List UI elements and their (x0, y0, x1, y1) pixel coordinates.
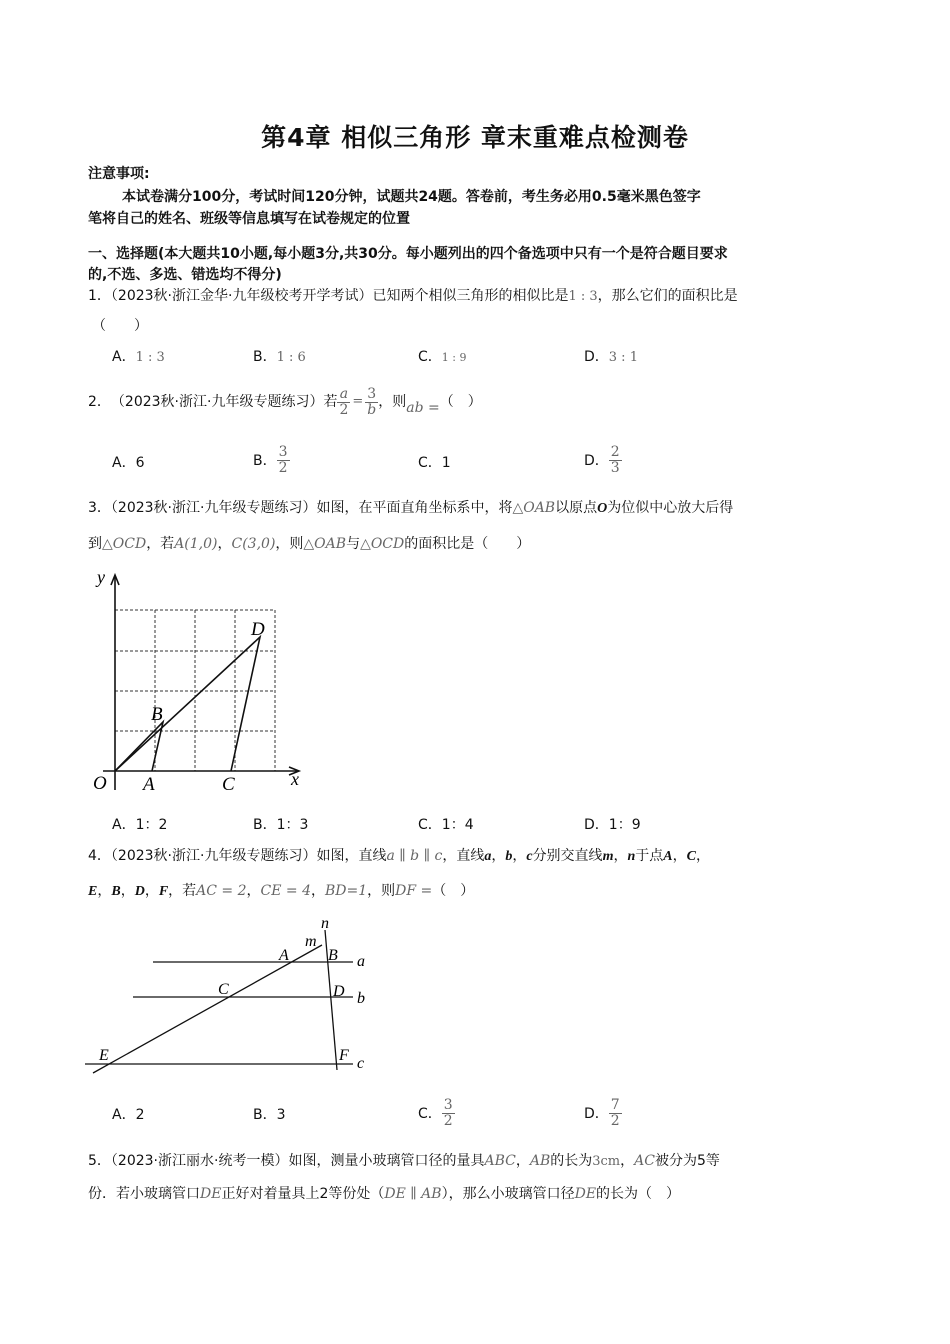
option-b[interactable] (253, 814, 308, 834)
option-label: B． (253, 1107, 277, 1123)
option-value: 6 (135, 455, 145, 471)
point-label: O (597, 501, 608, 516)
option-label: C． (418, 349, 442, 365)
option-label: B． (253, 349, 277, 365)
question-text: ，则 (275, 536, 304, 552)
question-4-line-1: 4．（2023秋·浙江·九年级专题练习）如图，直线a ∥ b ∥ c，直线a，b，c分别交直线m，n于点A，C， (88, 848, 710, 864)
axis-label-y: y (97, 567, 105, 587)
option-label: A． (112, 817, 136, 833)
question-text: 若 (182, 883, 197, 899)
question-text: 与 (346, 536, 361, 552)
line-label: b (505, 849, 513, 864)
label-math: AC (634, 1153, 655, 1169)
question-text: ，那么它们的面积比是 (597, 288, 738, 304)
point-label: A (663, 849, 673, 864)
option-label: A． (112, 1107, 136, 1123)
notice-heading: 注意事项: (88, 166, 150, 182)
option-label: B． (253, 817, 277, 833)
label-c: c (357, 1055, 365, 1072)
equation-math: AC = 2 (196, 883, 247, 899)
fraction (609, 1098, 622, 1129)
option-label: D． (584, 453, 609, 469)
question-text: ，若 (146, 536, 175, 552)
equation-math: DF = (395, 883, 433, 899)
question-text: 的长为（ ） (596, 1186, 681, 1202)
option-value: 1 : 3 (135, 350, 165, 365)
option-b[interactable] (253, 346, 306, 366)
label-math: ABC (484, 1153, 516, 1169)
option-label: D． (584, 349, 609, 365)
question-text: ），那么小玻璃管口径 (441, 1186, 575, 1202)
notice-line-2: 笔将自己的姓名、班级等信息填写在试卷规定的位置 (88, 211, 410, 227)
point-c-label: C (222, 774, 235, 795)
expression-math: ab = (406, 400, 440, 416)
option-d[interactable] (584, 814, 641, 834)
triangle-math: △OCD (102, 536, 147, 552)
option-a[interactable] (112, 346, 165, 366)
point-b-label: B (328, 947, 338, 964)
question-5-line-2 (88, 1183, 680, 1205)
question-text: ，则 (367, 883, 396, 899)
question-text: 分别交直线 (532, 848, 603, 864)
question-text: 如图，在平面直角坐标系中，将 (316, 500, 513, 516)
option-d[interactable] (584, 438, 622, 482)
label-m: m (305, 933, 317, 950)
question-text: 份．若小玻璃管口 (88, 1186, 200, 1202)
point-b-label: B (151, 704, 163, 725)
question-text: 以原点 (555, 500, 598, 516)
point-c-label: C (218, 981, 229, 998)
point-label: D (134, 884, 145, 899)
point-a-label: A (279, 947, 289, 964)
axis-label-x: x (291, 769, 299, 789)
fraction (277, 445, 290, 476)
point-f-label: F (339, 1047, 349, 1064)
question-3-line-2 (88, 533, 530, 555)
question-2 (88, 378, 482, 426)
label-math: AB (529, 1153, 551, 1169)
question-4-line-2: E，B，D，F，若AC = 2，CE = 4，BD=1，则DF =（ ） (88, 883, 475, 899)
option-c[interactable] (418, 814, 474, 834)
question-text: ， (515, 1153, 530, 1169)
denominator: b (367, 401, 377, 418)
point-e-label: E (99, 1047, 109, 1064)
parallel-math: DE ∥ AB (384, 1186, 442, 1202)
triangle-ocd (115, 637, 260, 771)
length-math: 3cm (592, 1154, 621, 1169)
question-text: ，则 (378, 394, 407, 410)
option-label: D． (584, 1106, 609, 1122)
question-number: 3． (88, 500, 111, 516)
option-value: 1：2 (135, 817, 168, 833)
option-label: C． (418, 455, 442, 471)
question-source: （2023秋·浙江金华·九年级校考开学考试） (110, 288, 373, 304)
option-value: 1：4 (441, 817, 474, 833)
numerator: a (337, 387, 350, 403)
fraction (337, 387, 350, 418)
label-b: b (357, 990, 365, 1007)
line-m (93, 945, 322, 1073)
line-label: n (627, 849, 636, 864)
line-label: m (602, 849, 614, 864)
point-label: B (111, 884, 121, 899)
option-value: 1 : 6 (276, 350, 306, 365)
option-label: D． (584, 817, 609, 833)
point-a-label: A (143, 774, 155, 795)
question-source: （2023秋·浙江·九年级专题练习） (110, 848, 317, 864)
section-heading-line-2: 的,不选、多选、错选均不得分) (88, 267, 282, 283)
fraction (609, 445, 622, 476)
point-d-label: D (251, 619, 265, 640)
option-b[interactable] (253, 438, 290, 482)
question-text: 正好对着量具上2等份处（ (221, 1186, 385, 1202)
point-o-label: O (93, 773, 107, 794)
line-label: c (526, 849, 533, 864)
point-label: E (88, 884, 98, 899)
answer-paren: （ ） (432, 883, 475, 899)
option-value: 3 (276, 1107, 286, 1123)
option-value: 3 : 1 (608, 350, 638, 365)
option-value: 1：9 (608, 817, 641, 833)
notice-line-1: 本试卷满分100分，考试时间120分钟，试题共24题。答卷前，考生务必用0.5毫米黑色签字 (122, 189, 701, 205)
option-label: B． (253, 453, 277, 469)
option-label: C． (418, 1106, 442, 1122)
denominator: 2 (339, 401, 349, 418)
denominator: 2 (610, 1112, 620, 1129)
equation-math: BD=1 (325, 883, 368, 899)
label-n: n (321, 915, 329, 932)
point-label: C (686, 849, 696, 864)
question-source: （2023秋·浙江·九年级专题练习） (110, 394, 324, 410)
equation-math: CE = 4 (260, 883, 312, 899)
label-math: DE (574, 1186, 597, 1202)
page-title: 第4章 相似三角形 章末重难点检测卷 (261, 123, 689, 152)
section-heading-line-1: 一、选择题(本大题共10小题,每小题3分,共30分。每小题列出的四个备选项中只有一个是符合题目要求 (88, 246, 728, 262)
parallel-lines-figure (85, 912, 385, 1082)
question-source: （2023秋·浙江·九年级专题练习） (110, 500, 317, 516)
numerator: 3 (278, 443, 288, 460)
option-label: A． (112, 349, 136, 365)
fraction (365, 387, 378, 418)
answer-paren: （ ） (92, 318, 148, 334)
question-number: 5． (88, 1153, 111, 1169)
option-value: 1：3 (276, 817, 309, 833)
numerator: 3 (365, 387, 378, 403)
question-3-line-1 (88, 497, 733, 520)
triangle-math: △OAB (303, 536, 347, 552)
fraction (442, 1098, 455, 1129)
point-label: F (158, 884, 169, 899)
question-text: ， (217, 536, 232, 552)
option-label: A． (112, 455, 136, 471)
option-label: C． (418, 817, 442, 833)
question-text: ，直线 (442, 848, 485, 864)
option-c[interactable] (418, 452, 451, 472)
question-text: 于点 (635, 848, 664, 864)
option-value: 2 (135, 1107, 145, 1123)
denominator: 2 (443, 1112, 453, 1129)
numerator: 7 (610, 1096, 620, 1113)
point-math: A(1,0) (174, 536, 218, 552)
label-math: DE (200, 1186, 222, 1202)
point-math: C(3,0) (231, 536, 276, 552)
question-text: 为位似中心放大后得 (607, 500, 734, 516)
question-number: 4． (88, 848, 111, 864)
option-a[interactable] (112, 452, 145, 472)
option-value: 1 : 9 (441, 351, 467, 364)
option-d[interactable] (584, 346, 638, 366)
question-text: 的面积比是（ ） (404, 536, 531, 552)
ratio-math: 1 : 3 (568, 289, 598, 304)
answer-paren: （ ） (439, 394, 482, 410)
label-a: a (357, 953, 365, 970)
option-d[interactable] (584, 1090, 622, 1136)
question-text: 到 (88, 536, 102, 552)
denominator: 2 (278, 459, 288, 476)
numerator: 3 (443, 1096, 453, 1113)
option-a[interactable] (112, 814, 167, 834)
equals-sign: = (352, 394, 364, 409)
question-text: 如图，测量小玻璃管口径的量具 (288, 1153, 485, 1169)
option-c[interactable] (418, 346, 466, 366)
option-a[interactable] (112, 1104, 145, 1124)
question-text: 已知两个相似三角形的相似比是 (372, 288, 569, 304)
line-label: a (484, 849, 492, 864)
question-text: 若 (323, 394, 338, 410)
denominator: 3 (610, 459, 620, 476)
numerator: 2 (610, 443, 620, 460)
point-d-label: D (333, 983, 345, 1000)
option-value: 1 (441, 455, 451, 471)
coordinate-figure (85, 565, 310, 800)
question-text: 的长为 (550, 1153, 593, 1169)
parallel-math: a ∥ b ∥ c (386, 848, 443, 864)
question-text: 被分为5等 (654, 1153, 720, 1169)
triangle-math: △OAB (512, 500, 556, 516)
option-c[interactable] (418, 1090, 455, 1136)
question-number: 2． (88, 394, 111, 410)
question-1 (88, 285, 738, 308)
option-b[interactable] (253, 1104, 286, 1124)
question-text: 如图，直线 (316, 848, 387, 864)
question-number: 1． (88, 288, 111, 304)
question-text: ， (620, 1153, 635, 1169)
question-source: （2023·浙江丽水·统考一模） (110, 1153, 289, 1169)
triangle-math: △OCD (360, 536, 405, 552)
question-5-line-1 (88, 1150, 720, 1173)
